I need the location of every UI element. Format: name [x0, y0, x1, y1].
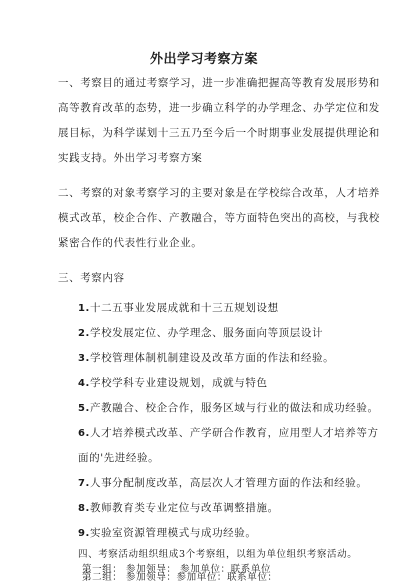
list-item	[78, 426, 379, 441]
list-item-number: 7.	[78, 478, 90, 489]
list-item-number: 2.	[78, 328, 90, 339]
list-item-text: 人事分配制度改革，高层次人才管理方面的作法和经验。	[89, 477, 368, 489]
list-item-number: 9.	[78, 528, 90, 539]
list-item-number: 8.	[78, 503, 90, 514]
list-item-number: 6.	[78, 428, 90, 439]
section2-line1: 二、考察的对象考察学习的主要对象是在学校综合改革，人才培养	[58, 187, 380, 199]
section1-line3: 展目标，为科学谋划十三五乃至今后一个时期事业发展提供理论和	[58, 127, 380, 139]
section1-line4: 实践支持。外出学习考察方案	[58, 152, 203, 164]
list-item	[78, 526, 256, 541]
section1-line1: 一、考察目的通过考察学习，进一步准确把握高等教育发展形势和	[58, 77, 380, 89]
list-item-number: 3.	[78, 353, 90, 364]
document-title: 外出学习考察方案	[149, 52, 258, 67]
list-item-number: 4.	[78, 378, 90, 389]
section1-line2: 高等教育改革的态势，进一步确立科学的办学理念、办学定位和发	[58, 102, 380, 114]
section3-heading: 三、考察内容	[58, 272, 125, 284]
list-item-text: 十二五事业发展成就和十三五规划设想	[89, 302, 279, 314]
list-item	[78, 501, 279, 516]
list-item-text: 学校发展定位、办学理念、服务面向等顶层设计	[89, 327, 324, 339]
list-item	[78, 301, 279, 316]
list-item	[78, 351, 334, 366]
list-item	[78, 326, 323, 341]
list-item-continuation	[78, 451, 159, 465]
list-item	[78, 476, 367, 491]
group-two-line: 第二组： 参加领导：参加单位：联系单位：	[82, 572, 278, 583]
list-item-text: 实验室资源管理模式与成功经验。	[89, 527, 257, 539]
list-item-text: 面的'先进经验。	[78, 452, 160, 464]
list-item-text: 学校学科专业建设规划，成就与特色	[89, 377, 268, 389]
list-item	[78, 401, 379, 416]
list-item	[78, 376, 268, 391]
list-item-text: 产教融合、校企合作，服务区域与行业的做法和成功经验。	[89, 402, 379, 414]
list-item-text: 人才培养模式改革、产学研合作教育，应用型人才培养等方	[89, 427, 379, 439]
list-item-number: 1.	[78, 303, 90, 314]
section2-line3: 紧密合作的代表性行业企业。	[58, 237, 203, 249]
section4-line: 四、考察活动组织组成3个考察组，以组为单位组织考察活动。	[78, 549, 358, 560]
list-item-number: 5.	[78, 403, 90, 414]
group-one-line: 第一组： 参加领导： 参加单位：联系单位	[82, 564, 272, 575]
section2-line2: 模式改革，校企合作、产教融合，等方面特色突出的高校，与我校	[58, 212, 380, 224]
list-item-text: 教师教育类专业定位与改革调整措施。	[89, 502, 279, 514]
list-item-text: 学校管理体制机制建设及改革方面的作法和经验。	[89, 352, 335, 364]
